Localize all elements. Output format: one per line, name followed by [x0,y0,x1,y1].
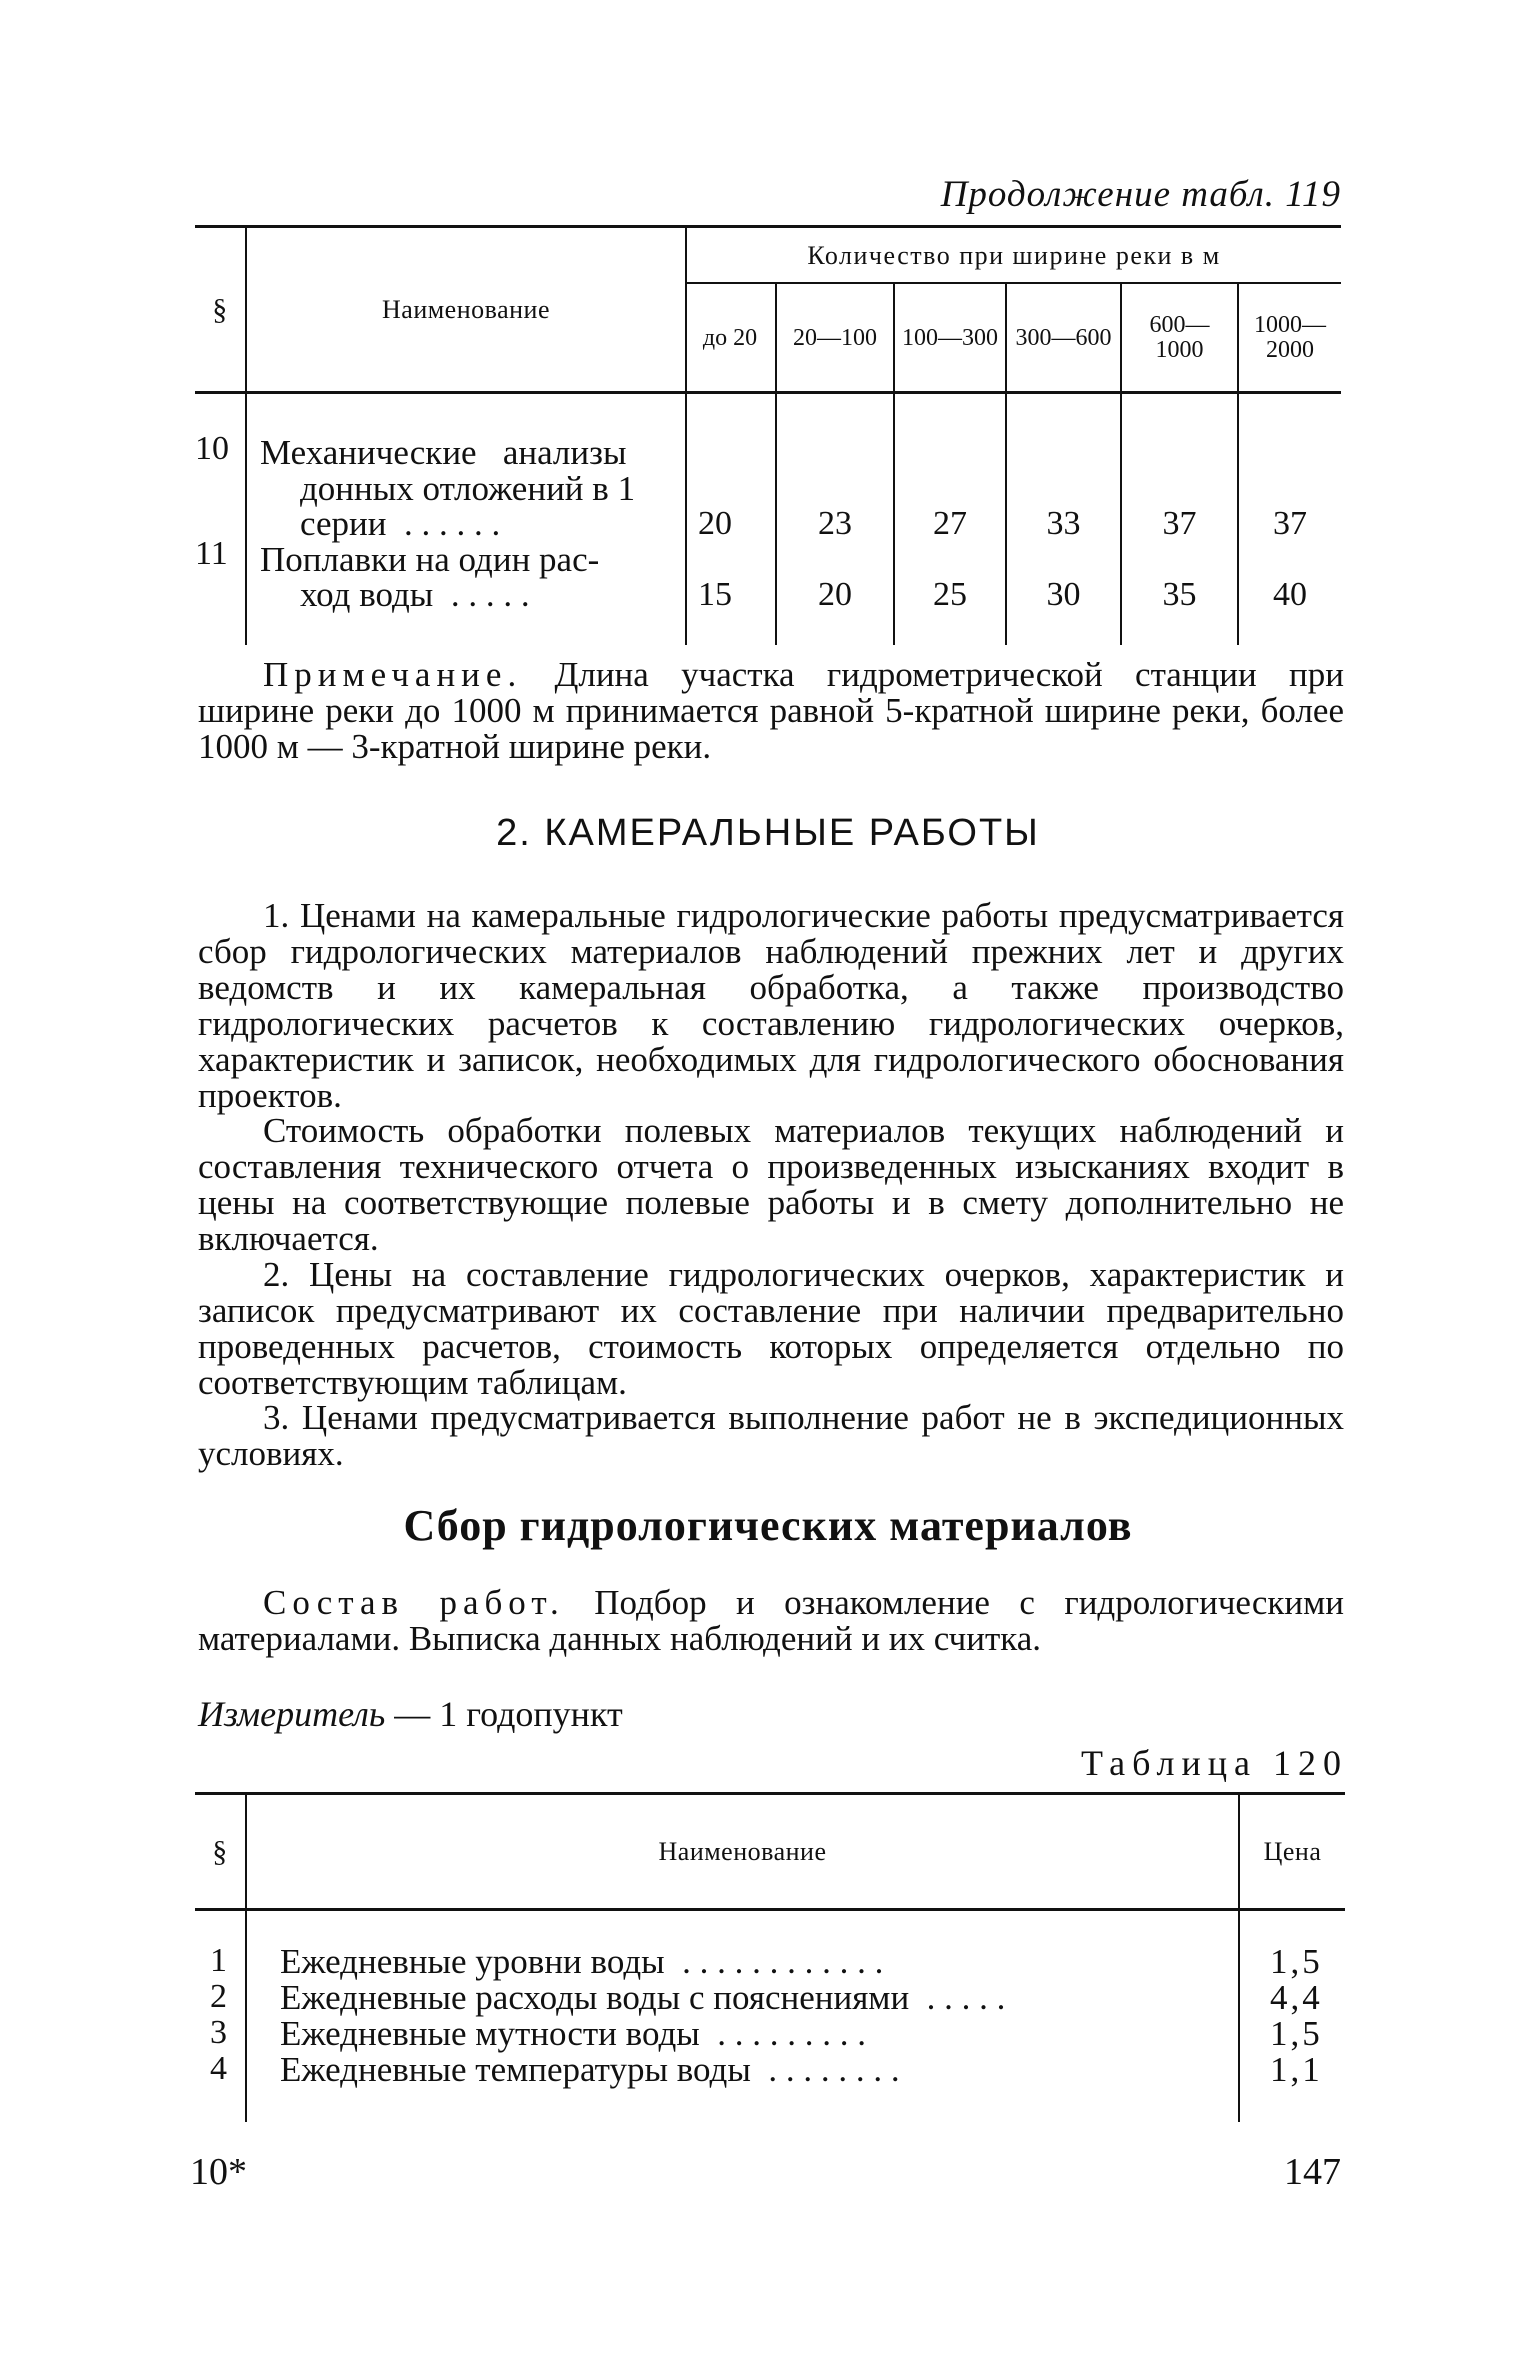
section-column-header: § [212,1834,228,1868]
row-price: 1,5 [1270,2014,1323,2053]
signature-mark: 10* [190,2151,247,2193]
composition-label: Состав работ. [263,1583,565,1622]
cell-value: 27 [933,505,967,542]
note-text: Длина участка гидрометрической станции при ширине реки до 1000 м принимается равной 5-кратной ширине реки, более 1000 м — 3-кратной ширине реки. [198,655,1344,766]
row-price: 1,5 [1270,1942,1323,1981]
row-number: 3 [210,2014,227,2051]
cell-value: 23 [818,505,852,542]
cell-value: 25 [933,576,967,613]
width-group-header: Количество при ширине реки в м [807,240,1221,270]
paragraph: Стоимость обработки полевых материалов текущих наблюдений и составления технического отчета о произведенных изысканиях входит в цены на соответствующие полевые работы и в смету дополнительно не включается. [198,1111,1344,1258]
subsection-heading: Сбор гидрологических материалов [403,1501,1133,1550]
table-header-rule [195,1908,1345,1911]
cell-value: 15 [698,576,732,613]
width-header-3: 300—600 [1015,324,1112,351]
name-column-header: Наименование [382,294,550,324]
table-119 [195,225,1341,645]
table-120 [195,1792,1345,2122]
width-header-4: 600— 1000 [1149,312,1210,363]
composition-text: Подбор и ознакомление с гидрологическими материалами. Выписка данных наблюдений и их считка. [198,1583,1344,1658]
cell-value: 20 [698,505,732,542]
row-name-line: Механические анализы [260,433,627,472]
measure-text: — 1 годопункт [385,1694,623,1734]
row-number: 11 [195,535,228,572]
cell-value: 40 [1273,576,1307,613]
width-header-1: 20—100 [793,324,877,351]
table-120-label: Таблица 120 [1081,1743,1348,1783]
name-column-header: Наименование [658,1836,827,1866]
section-column-header: § [212,292,228,326]
row-price: 4,4 [1270,1978,1323,2017]
table-note [198,657,1344,765]
row-number: 2 [210,1978,227,2015]
row-name: Ежедневные мутности воды . . . . . . . . . [280,2014,867,2053]
width-header-5: 1000— 2000 [1254,312,1326,363]
cell-value: 35 [1162,576,1197,613]
width-header-2: 100—300 [902,324,998,351]
row-name: Ежедневные температуры воды . . . . . . . . [280,2050,900,2089]
row-price: 1,1 [1270,2050,1323,2089]
cell-value: 37 [1162,505,1197,542]
measure-label: Измеритель [198,1694,386,1734]
measure-line [198,1693,623,1735]
paragraph: 3. Ценами предусматривается выполнение работ не в экспедиционных условиях. [198,1398,1344,1473]
row-name-line: донных отложений в 1 [300,469,636,508]
table-header-rule [195,391,1341,394]
row-number: 4 [210,2050,227,2087]
row-name: Ежедневные расходы воды с пояснениями . . . . . [280,1978,1006,2017]
cell-value: 37 [1273,505,1307,542]
row-name-line: Поплавки на один рас- [260,540,600,579]
row-name-line: серии . . . . . . [300,504,501,543]
table-continuation-header: Продолжение табл. 119 [940,174,1341,215]
paragraph: 2. Цены на составление гидрологических очерков, характеристик и записок предусматривают их составление при наличии предварительно проведенных расчетов, стоимость которых определяется отдельно по соответствующим таблицам. [198,1255,1344,1402]
width-header-0: до 20 [702,324,758,351]
row-name-line: ход воды . . . . . [300,575,530,614]
cell-value: 30 [1046,576,1081,613]
section-heading: 2. КАМЕРАЛЬНЫЕ РАБОТЫ [496,812,1040,854]
composition-paragraph [198,1585,1344,1657]
cell-value: 20 [818,576,852,613]
row-name: Ежедневные уровни воды . . . . . . . . . . . . [280,1942,884,1981]
price-column-header: Цена [1263,1836,1322,1866]
row-number: 10 [195,430,229,467]
paragraph: 1. Ценами на камеральные гидрологические работы предусматривается сбор гидрологических материалов наблюдений прежних лет и других ведомств и их камеральная обработка, а также производство гидрологических расчетов к составлению гидрологических очерков, характеристик и записок, необходимых для гидрологического обоснования проектов. [198,896,1344,1115]
cell-value: 33 [1046,505,1081,542]
row-number: 1 [210,1942,227,1979]
note-label: Примечание. [263,655,523,694]
page-number: 147 [1284,2151,1341,2193]
